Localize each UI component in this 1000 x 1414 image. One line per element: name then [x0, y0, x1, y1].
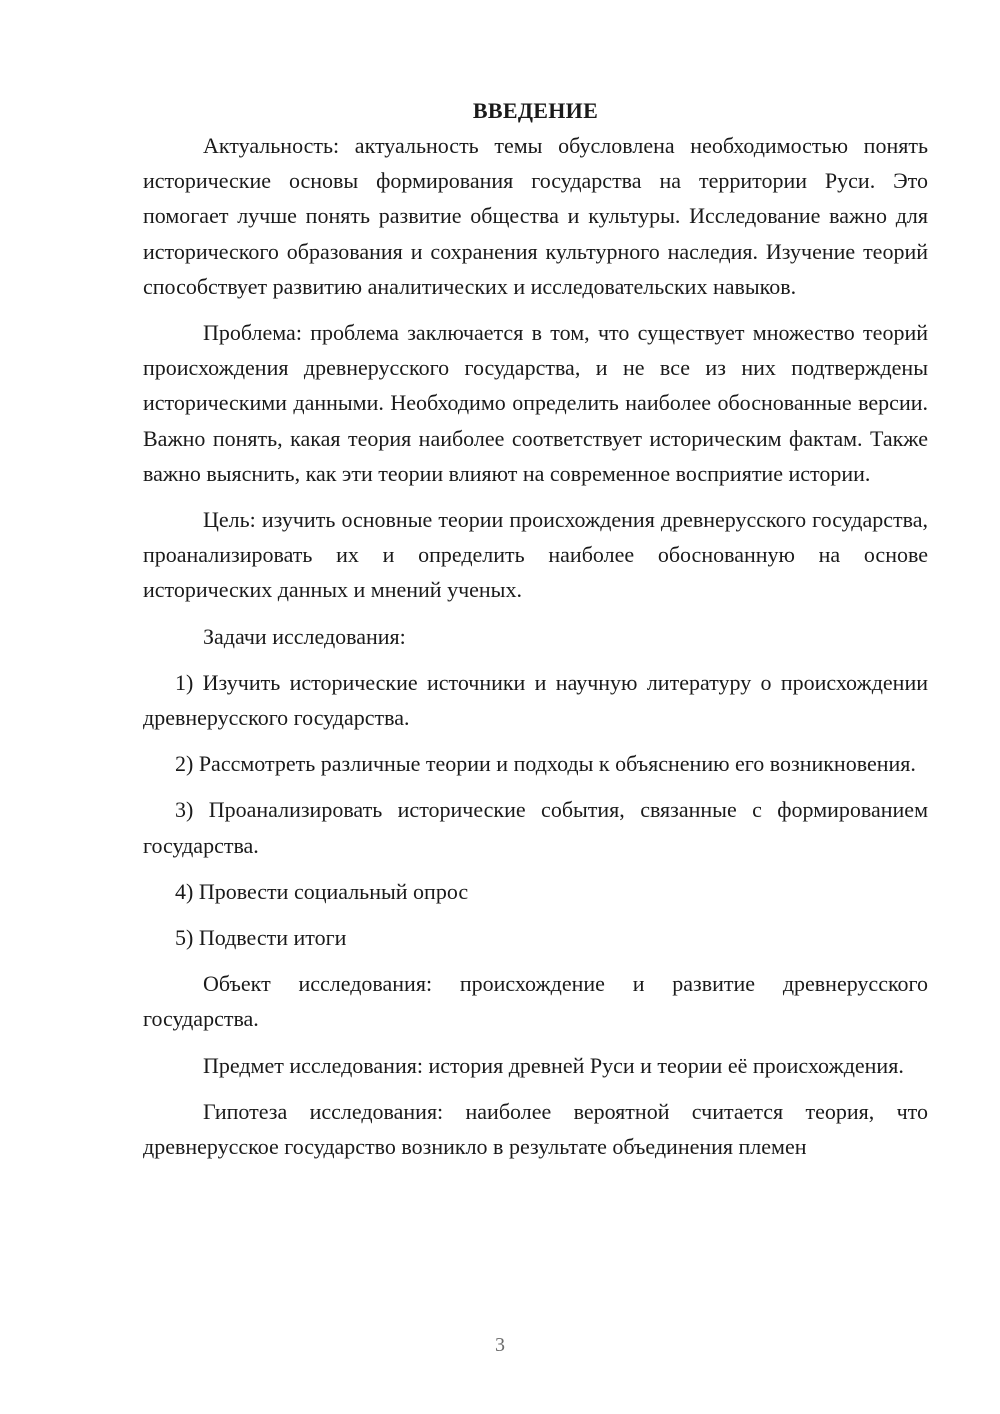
hypothesis-paragraph: Гипотеза исследования: наиболее вероятной считается теория, что древнерусское государство возникло в результате объединения племен [143, 1098, 928, 1160]
goal-paragraph: Цель: изучить основные теории происхождения древнерусского государства, проанализировать их и определить наиболее обоснованную на основе исторических данных и мнений ученых. [143, 507, 928, 603]
task-item-1: 1) Изучить исторические источники и научную литературу о происхождении древнерусского государства. [143, 669, 928, 731]
section-title: ВВЕДЕНИЕ [472, 98, 599, 123]
relevance-paragraph: Актуальность: актуальность темы обусловлена необходимостью понять исторические основы формирования государства на территории Руси. Это помогает лучше понять развитие общества и культуры. Исследование важно для исторического образования и сохранения культурного наследия. Изучение теорий способствует развитию аналитических и исследовательских навыков. [143, 133, 928, 299]
subject-paragraph: Предмет исследования: история древней Руси и теории её происхождения. [203, 1052, 904, 1078]
task-item-5: 5) Подвести итоги [175, 925, 347, 951]
page-number: 3 [495, 1334, 505, 1356]
problem-paragraph: Проблема: проблема заключается в том, что существует множество теорий происхождения древнерусского государства, и не все из них подтверждены историческими данными. Необходимо определить наиболее обоснованные версии. Важно понять, какая теория наиболее соответствует историческим фактам. Также важно выяснить, как эти теории влияют на современное восприятие истории. [143, 320, 928, 486]
tasks-heading: Задачи исследования: [203, 623, 406, 649]
document-page [143, 93, 928, 1164]
task-item-4: 4) Провести социальный опрос [175, 878, 469, 904]
object-paragraph: Объект исследования: происхождение и развитие древнерусского государства. [143, 971, 928, 1032]
task-item-2: 2) Рассмотреть различные теории и подходы к объяснению его возникновения. [175, 751, 916, 777]
task-item-3: 3) Проанализировать исторические события, связанные с формированием государства. [143, 797, 928, 858]
